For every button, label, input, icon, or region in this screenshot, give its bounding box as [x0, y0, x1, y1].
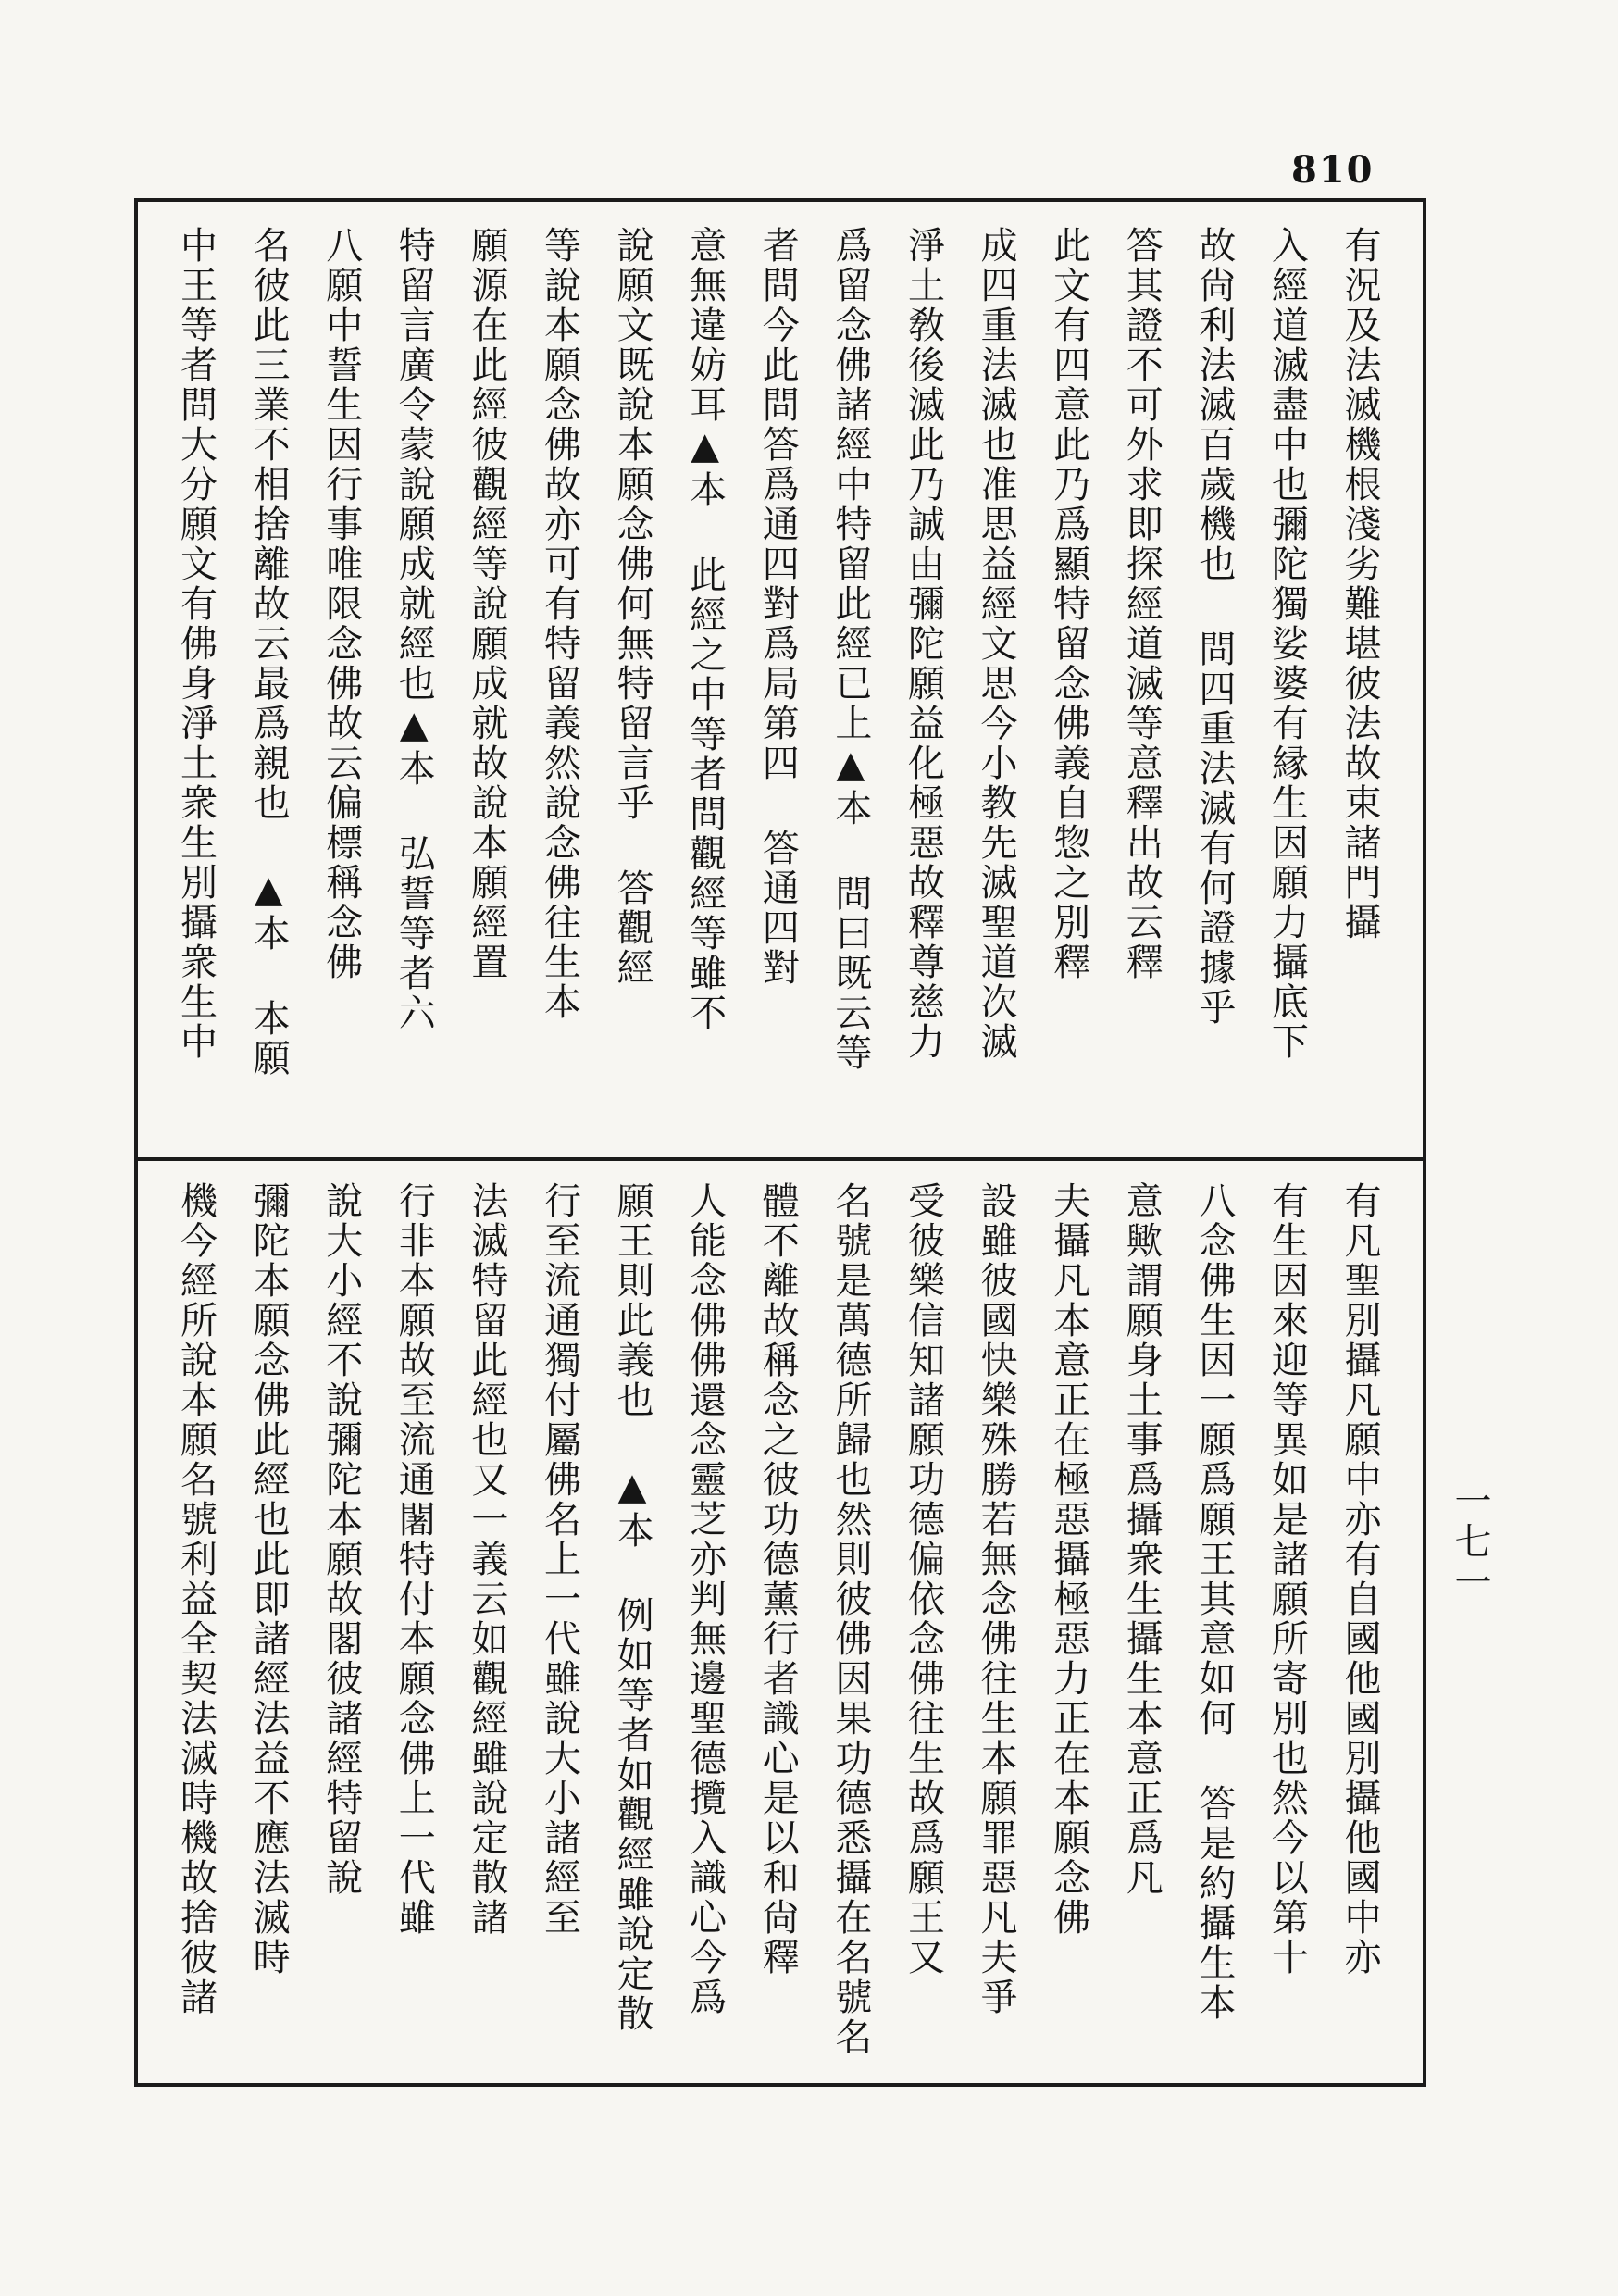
text-column: 八願中誓生因行事唯限念佛故云偏標稱念佛: [319, 226, 363, 982]
text-column: 有況及法滅機根淺劣難堪彼法故束諸門攝: [1338, 226, 1381, 942]
text-frame: [134, 198, 1426, 2087]
text-column: 入經道滅盡中也彌陀獨娑婆有縁生因願力攝底下: [1265, 226, 1309, 1062]
text-column: 故尙利法滅百歲機也 問四重法滅有何證據乎: [1192, 226, 1236, 1028]
horizontal-divider: [138, 1157, 1423, 1161]
text-column: 彌陀本願念佛此經也此即諸經法益不應法滅時: [247, 1181, 291, 1978]
side-page-number: 一七一: [1449, 1481, 1491, 1603]
text-column: 中王等者問大分願文有佛身淨土衆生別攝衆生中: [174, 226, 218, 1062]
text-column: 體不離故稱念之彼功德薰行者識心是以和尙釋: [756, 1181, 800, 1978]
text-column: 夫攝凡本意正在極惡攝極惡力正在本願念佛: [1047, 1181, 1090, 1938]
text-column: 者問今此問答爲通四對爲局第四 答通四對: [756, 226, 800, 988]
text-column: 願王則此義也 ▲本 例如等者如觀經雖說定散: [611, 1181, 654, 2034]
text-column: 受彼樂信知諸願功德偏依念佛往生故爲願王又: [902, 1181, 945, 1978]
text-column: 法滅特留此經也又一義云如觀經雖說定散諸: [465, 1181, 508, 1938]
text-column: 等說本願念佛故亦可有特留義然說念佛往生本: [538, 226, 581, 1022]
text-column: 答其證不可外求即探經道滅等意釋出故云釋: [1120, 226, 1164, 982]
text-column: 行非本願故至流通闍特付本願念佛上一代雖: [392, 1181, 436, 1938]
text-column: 意歟謂願身土事爲攝衆生攝生本意正爲凡: [1120, 1181, 1164, 1898]
text-column: 此文有四意此乃爲顯特留念佛義自惣之別釋: [1047, 226, 1090, 982]
text-column: 八念佛生因一願爲願王其意如何 答是約攝生本: [1192, 1181, 1236, 2023]
text-column: 名號是萬德所歸也然則彼佛因果功德悉攝在名號名: [828, 1181, 872, 2057]
page-number: 810: [1291, 148, 1375, 192]
top-text-block: [162, 226, 1399, 1133]
text-column: 行至流通獨付屬佛名上一代雖說大小諸經至: [538, 1181, 581, 1938]
bottom-text-block: [162, 1181, 1399, 2066]
text-column: 人能念佛佛還念靈芝亦判無邊聖德攬入識心今爲: [683, 1181, 727, 2017]
text-column: 淨土敎後滅此乃誠由彌陀願益化極惡故釋尊慈力: [902, 226, 945, 1062]
text-column: 名彼此三業不相捨離故云最爲親也 ▲本 本願: [247, 226, 291, 1079]
text-column: 有生因來迎等異如是諸願所寄別也然今以第十: [1265, 1181, 1309, 1978]
text-column: 成四重法滅也准思益經文思今小教先滅聖道次滅: [975, 226, 1018, 1062]
text-column: 說大小經不說彌陀本願故閣彼諸經特留說: [319, 1181, 363, 1898]
text-column: 設雖彼國快樂殊勝若無念佛往生本願罪惡凡夫爭: [975, 1181, 1018, 2017]
text-column: 爲留念佛諸經中特留此經已上▲本 問曰既云等: [828, 226, 872, 1073]
text-column: 願源在此經彼觀經等說願成就故說本願經置: [465, 226, 508, 982]
text-column: 意無違妨耳▲本 此經之中等者問觀經等雖不: [683, 226, 727, 1033]
text-column: 說願文既說本願念佛何無特留言乎 答觀經: [611, 226, 654, 988]
text-column: 特留言廣令蒙說願成就經也▲本 弘誓等者六: [392, 226, 436, 1033]
text-column: 機今經所說本願名號利益全契法滅時機故捨彼諸: [174, 1181, 218, 2017]
text-column: 有凡聖別攝凡願中亦有自國他國別攝他國中亦: [1338, 1181, 1381, 1978]
